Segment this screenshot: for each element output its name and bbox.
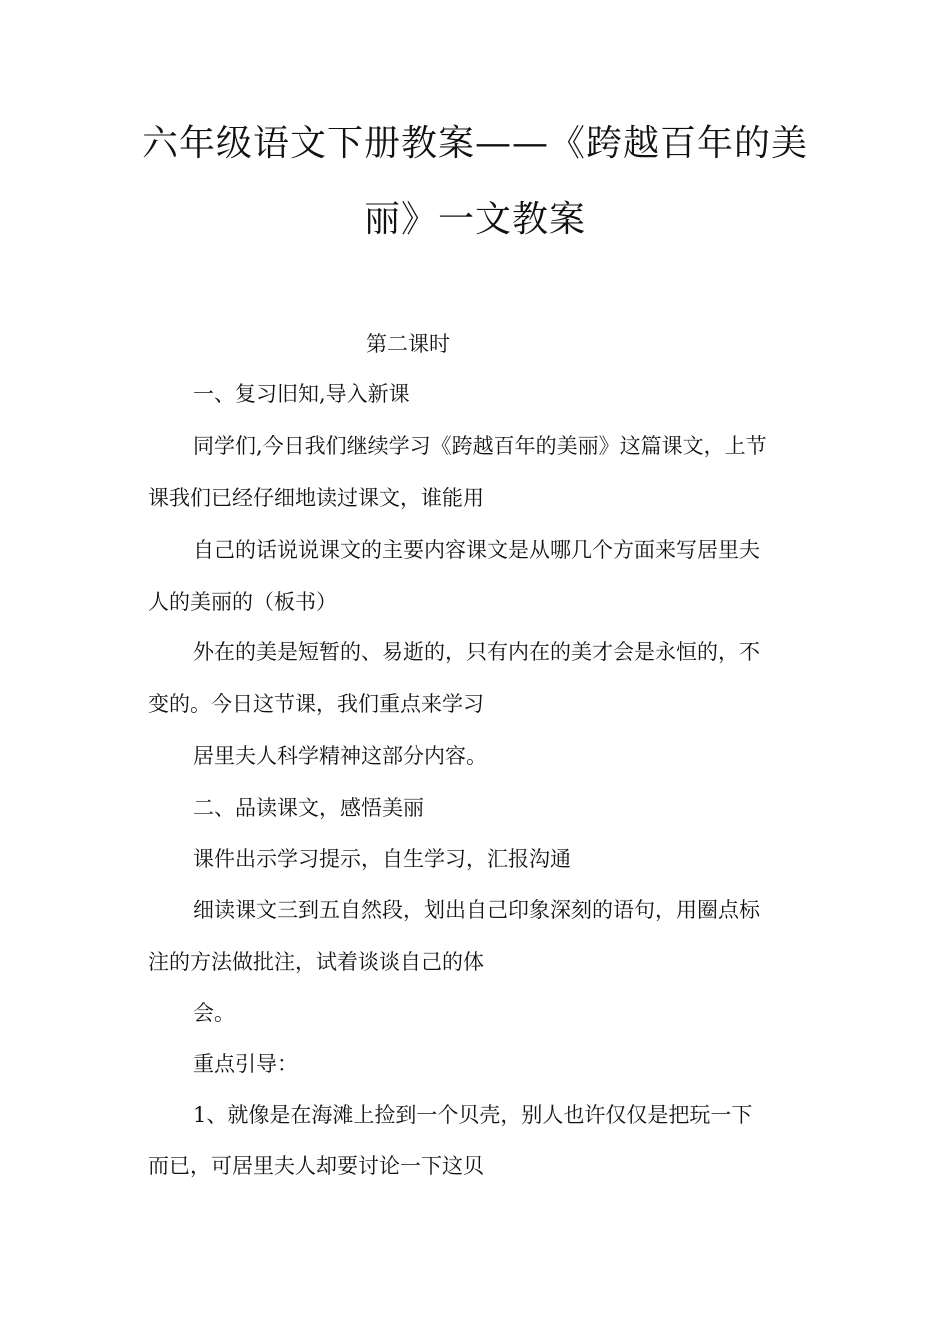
guidance-heading: 重点引导： — [193, 1052, 298, 1076]
paragraph-line: 1、就像是在海滩上捡到一个贝壳，别人也许仅仅是把玩一下 — [193, 1103, 753, 1127]
paragraph-line: 细读课文三到五自然段，划出自己印象深刻的语句，用圈点标 — [193, 898, 760, 922]
document-title-line-2: 丽》一文教案 — [363, 199, 586, 240]
section-heading-reading: 二、品读课文，感悟美丽 — [193, 796, 424, 820]
paragraph-line: 而已，可居里夫人却要讨论一下这贝 — [148, 1154, 484, 1178]
paragraph-line: 外在的美是短暂的、易逝的，只有内在的美才会是永恒的，不 — [193, 640, 760, 664]
paragraph-line: 自己的话说说课文的主要内容课文是从哪几个方面来写居里夫 — [193, 538, 760, 562]
lesson-period-heading: 第二课时 — [366, 332, 450, 356]
paragraph-line: 人的美丽的（板书） — [148, 590, 337, 614]
section-heading-review: 一、复习旧知,导入新课 — [193, 382, 410, 406]
paragraph-line: 课我们已经仔细地读过课文，谁能用 — [148, 486, 484, 510]
document-title-line-1: 六年级语文下册教案——《跨越百年的美 — [141, 123, 808, 164]
paragraph-line: 居里夫人科学精神这部分内容。 — [193, 744, 487, 768]
paragraph-line: 注的方法做批注，试着谈谈自己的体 — [148, 950, 484, 974]
paragraph-line: 变的。今日这节课，我们重点来学习 — [148, 692, 484, 716]
paragraph-line: 课件出示学习提示，自生学习，汇报沟通 — [193, 847, 571, 871]
paragraph-line: 同学们,今日我们继续学习《跨越百年的美丽》这篇课文，上节 — [193, 434, 767, 458]
paragraph-line: 会。 — [193, 1001, 235, 1025]
